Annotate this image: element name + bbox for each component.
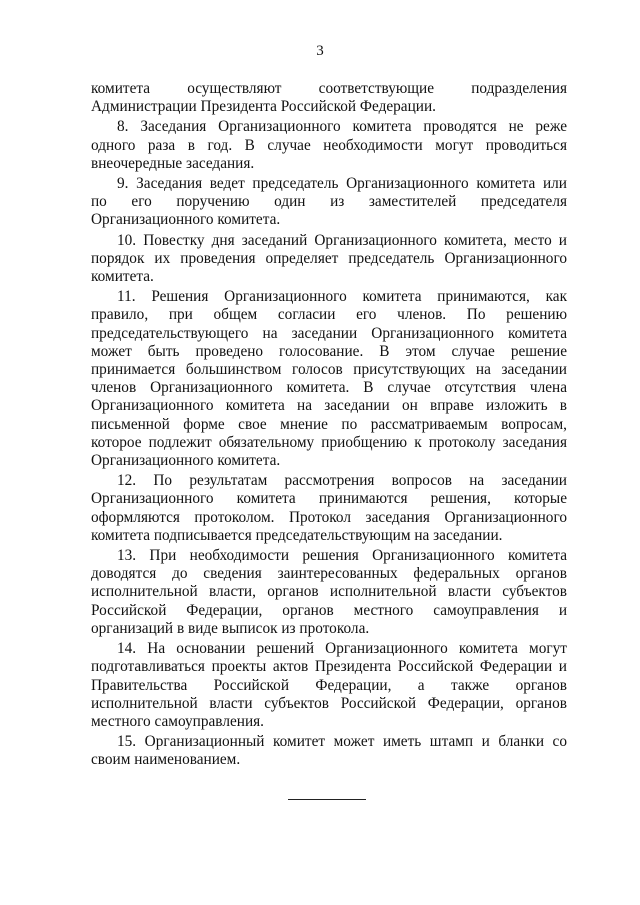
- text-line: 13. При необходимости решения Организационного комитета: [117, 547, 567, 565]
- text-line: Российской Федерации, органов местного самоуправления и: [91, 601, 567, 619]
- text-line: 10. Повестку дня заседаний Организационного комитета, место и: [117, 231, 567, 249]
- text-line: организаций в виде выписок из протокола.: [91, 619, 370, 637]
- paragraph-12: [91, 472, 567, 545]
- page-number: 3: [316, 43, 324, 59]
- text-line: оформляются протоколом. Протокол заседания Организационного: [91, 508, 567, 526]
- text-line: 15. Организационный комитет может иметь штамп и бланки со: [117, 733, 567, 751]
- paragraph-15: [91, 733, 567, 769]
- text-line: 14. На основании решений Организационного комитета могут: [117, 640, 567, 658]
- text-line: внеочередные заседания.: [91, 154, 255, 172]
- text-line: подготавливаться проекты актов Президента Российской Федерации и: [91, 658, 567, 676]
- text-line: Правительства Российской Федерации, а также органов: [91, 676, 567, 694]
- paragraph-10: [91, 232, 567, 287]
- text-line: принимается большинством голосов присутствующих на заседании: [91, 361, 567, 379]
- text-line: доводятся до сведения заинтересованных федеральных органов: [91, 565, 567, 583]
- text-line: может быть проведено голосование. В этом случае решение: [91, 342, 567, 360]
- text-line: письменной форме свое мнение по рассматриваемым вопросам,: [91, 415, 567, 433]
- text-line: Организационного комитета.: [91, 211, 281, 229]
- text-line: председательствующего на заседании Организационного комитета: [91, 324, 567, 342]
- text-line: своим наименованием.: [91, 751, 241, 769]
- text-line: комитета осуществляют соответствующие подразделения: [91, 80, 567, 97]
- paragraph-11: [91, 288, 567, 470]
- text-line: Организационного комитета.: [91, 452, 281, 470]
- text-line: одного раза в год. В случае необходимости могут проводиться: [91, 136, 567, 154]
- text-line: 11. Решения Организационного комитета принимаются, как: [117, 288, 567, 306]
- text-line: исполнительной власти, органов исполнительной власти субъектов: [91, 583, 567, 601]
- text-line: 12. По результатам рассмотрения вопросов на заседании: [117, 472, 567, 490]
- text-line: порядок их проведения определяет председатель Организационного: [91, 249, 567, 267]
- text-line: местного самоуправления.: [91, 712, 264, 730]
- document-body: [91, 80, 567, 770]
- text-line: по его поручению один из заместителей председателя: [91, 193, 567, 211]
- paragraph-14: [91, 640, 567, 731]
- paragraph-13: [91, 547, 567, 638]
- paragraph-continuation: [91, 80, 567, 116]
- text-line: Организационного комитета принимаются решения, которые: [91, 490, 567, 508]
- end-of-document-rule: [288, 799, 366, 800]
- text-line: 9. Заседания ведет председатель Организационного комитета или: [117, 175, 567, 193]
- text-line: Организационного комитета на заседании он вправе изложить в: [91, 397, 567, 415]
- text-line: которое подлежит обязательному приобщению к протоколу заседания: [91, 433, 567, 451]
- text-line: 8. Заседания Организационного комитета проводятся не реже: [117, 118, 567, 136]
- text-line: правило, при общем согласии его членов. По решению: [91, 306, 567, 324]
- text-line: исполнительной власти субъектов Российской Федерации, органов: [91, 694, 567, 712]
- text-line: членов Организационного комитета. В случае отсутствия члена: [91, 379, 567, 397]
- paragraph-9: [91, 175, 567, 230]
- text-line: комитета.: [91, 268, 154, 286]
- paragraph-8: [91, 118, 567, 173]
- text-line: Администрации Президента Российской Федерации.: [91, 98, 436, 116]
- text-line: комитета подписывается председательствующим на заседании.: [91, 526, 503, 544]
